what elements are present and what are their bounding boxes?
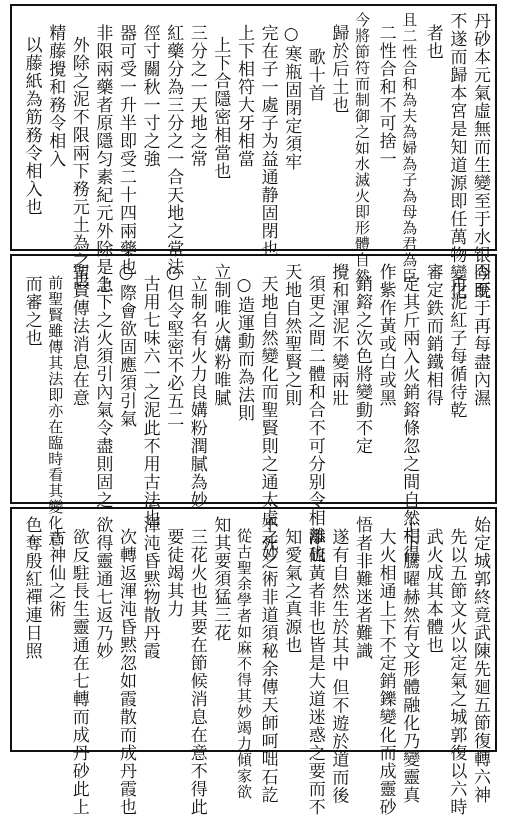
register-divider-lower — [10, 502, 497, 509]
text-column: 次轉返渾沌昏黙忽如霞散而成丹霞也 — [116, 528, 136, 816]
text-column: 古用七味六一之泥此不用古法也 — [139, 275, 160, 527]
text-column: 三分之一天地之常 — [186, 24, 207, 168]
text-column: 上下合隱密相當也 — [210, 36, 231, 180]
text-column: 天地自然聖賢之則 — [281, 263, 302, 407]
middle-register — [12, 257, 495, 563]
text-column: 大火相通上下不定銷鑠變化而成靈砂 — [375, 528, 396, 816]
text-column: 知其要須猛三花 — [210, 516, 231, 642]
text-column: 要徒竭其力 — [163, 528, 184, 618]
text-column: 欲得靈通七返乃妙 — [92, 516, 113, 660]
text-column: 而審之也 — [21, 275, 42, 347]
text-column: 外除之泥不限兩下務元土為之也 — [68, 36, 89, 288]
text-column: ○際會欲固應須引氣 — [116, 263, 136, 428]
text-column: 立制名有火力良媾粉潤膩為妙 — [186, 275, 207, 509]
text-column: 今將節符而制御之如水滅火即形體自然 — [353, 12, 371, 284]
text-column: 欲反駐長生靈通在七轉而成丹砂此上 — [68, 528, 89, 816]
upper-register — [12, 6, 495, 300]
text-column: 不死之術非道須秘余傳天師呵咄石訖 — [257, 516, 278, 804]
text-column: ○寒瓶固閉定須牢 — [281, 24, 302, 171]
text-column: 立制唯火媾粉唯膩 — [210, 263, 231, 407]
text-column: 定其斤兩入火銷鎔條忽之間自然相得 — [399, 275, 420, 563]
text-column: 者也 — [422, 24, 443, 60]
text-column: 丹砂本元氣虛無而生變至于水银今既 — [470, 12, 490, 300]
text-column: 不遂而歸本宮是知道源即任萬物變化 — [446, 12, 467, 300]
text-column: 上下相符大牙相當 — [234, 24, 254, 168]
text-column: 從古聖余學者如麻不得其妙竭力傾家欲 — [235, 528, 253, 800]
text-column: 作紫作黃或白或黑 — [375, 263, 396, 407]
text-column: 精藤攪和務令相入 — [45, 24, 66, 168]
text-column: 古神仙之術 — [45, 528, 66, 618]
text-column: 色奪殷紅禪連日照 — [21, 516, 42, 660]
text-column: 攪和渾泥不變兩壯 — [328, 263, 349, 407]
text-column: 添硫黃者非也皆是大道迷惑之要而不 — [304, 528, 325, 816]
text-column: 三花火也其要在節候消息在意不得此 — [186, 528, 207, 816]
text-column: 歸於后土也 — [328, 24, 349, 114]
text-column: ○但令堅密不必五二 — [163, 263, 184, 428]
lower-register — [12, 510, 495, 816]
text-column: 再泥紅子每循待乾 — [446, 275, 467, 419]
text-column: 審定鉄而銷鐵相得 — [422, 263, 443, 407]
text-column: 完在子一處子为益通静固閉也 — [257, 24, 278, 258]
text-column: 紅藥分為三分之一合天地之常法 — [163, 24, 184, 276]
book-page — [10, 4, 497, 816]
text-column: 上下騰曜赫然有文形體融化乃變靈真 — [399, 516, 420, 804]
text-column: 遂有自然生於其中 但不遊於道而後 — [328, 528, 349, 805]
text-column: 且二性合和為夫為婦為子為母為君為臣 — [400, 12, 419, 284]
text-column: 非限兩藥者原隱匀素紀元外除是急 — [92, 24, 113, 294]
text-column: 天地自然變化而聖賢則之通太虛之妙 — [257, 275, 278, 563]
text-column: 先以五節文火以定氣之城郭復以六時 — [446, 528, 467, 816]
text-column: 須更之間二體和合不可分别令相離也 — [304, 275, 325, 563]
text-column: 二性合和不可捨一 — [375, 24, 396, 168]
text-column: 器可受一升半即受二十四兩藥也 — [116, 24, 136, 276]
text-column: 悟者非難迷者難識 — [352, 516, 372, 660]
text-column: 上下之火須引內氣令盡則固之 — [92, 275, 113, 509]
text-column: 渾沌昏黙物散丹霞 — [139, 516, 160, 660]
text-column: 始定城郭終竟武陳先廻五節復轉六神 — [470, 516, 490, 804]
text-column: 徑寸關秋一寸之強 — [139, 24, 160, 168]
text-column: 以藤紙為筋務令相入也 — [21, 36, 42, 216]
text-column: 前聖賢雖傳其法即亦在臨時看其變化意 — [46, 275, 65, 547]
text-column: 知愛氣之真源也 — [281, 528, 302, 654]
text-column: 銷鎔之次色將變動不定 — [352, 275, 372, 455]
text-column: ○造運動而為法則 — [234, 275, 254, 422]
text-column: 固至于再每盡內濕 — [470, 263, 490, 407]
text-column: 聖賢傳法消息在意 — [68, 263, 89, 407]
text-column: 歌十首 — [304, 48, 325, 102]
text-column: 武火成其本體也 — [422, 528, 443, 654]
